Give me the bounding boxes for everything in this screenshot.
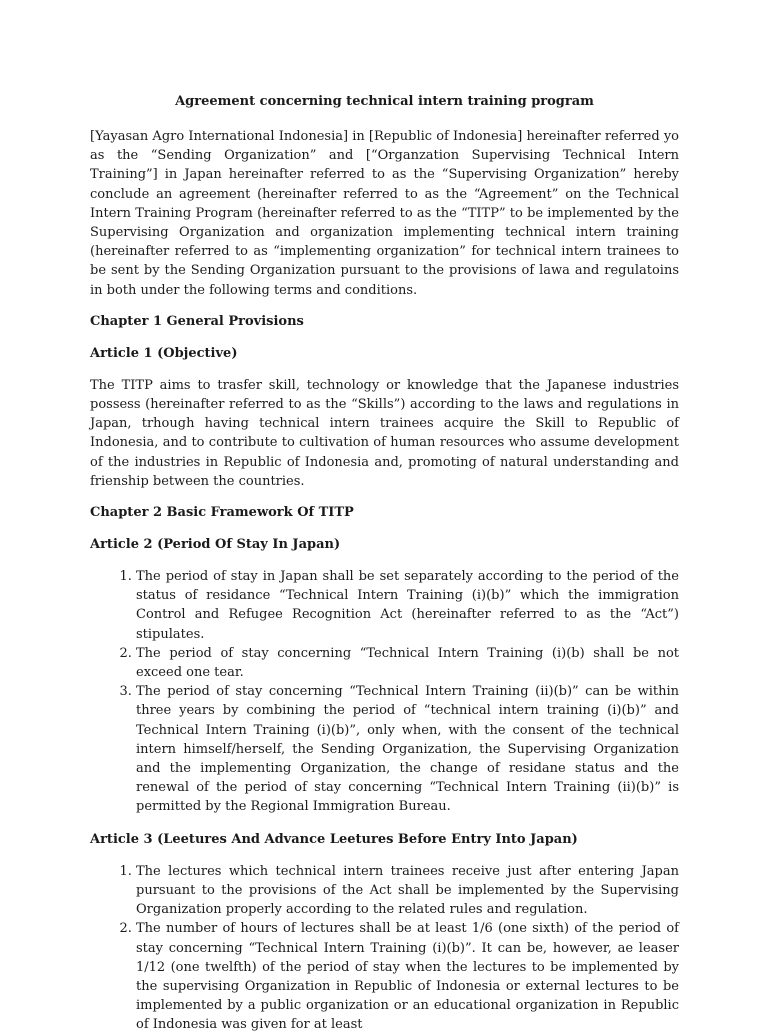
list-item: 3. The period of stay concerning “Technical Intern Training (ii)(b)” can be within three years by combining the period of “technical intern training (i)(b)” and Technical Intern Training (i)(b)”, only when, with the consent of the technical intern himself/herself, the Sending Organization, the Supervising Organization and the implementing Organization, the change of residane status and the renewal of the period of stay concerning “Technical Intern Training (ii)(b)” is permitted by the Regional Immigration Bureau. [136,682,679,816]
article-1-text: The TITP aims to trasfer skill, technology or knowledge that the Japanese industries possess (hereinafter referred to as the “Skills”) according to the laws and regulations in Japan, trhough having technical intern trainees acquire the Skill to Republic of Indonesia, and to contribute to cultivation of human resources who assume development of the industries in Republic of Indonesia and, promoting of natural understanding and frienship between the countries. [90,377,679,489]
article-3-list [90,862,679,1035]
article-2-heading: Article 2 (Period Of Stay In Japan) [90,537,341,553]
list-item: 2. The number of hours of lectures shall be at least 1/6 (one sixth) of the period of stay concerning “Technical Intern Training (i)(b)”. It can be, however, ae leaser 1/12 (one twelfth) of the period of stay when the lectures to be implemented by the supervising Organization in Republic of Indonesia or external lectures to be implemented by a public organization or an educational organization in Republic of Indonesia was given for at least [136,919,679,1034]
document-title: Agreement concerning technical intern training program [175,94,594,109]
intro-paragraph: [Yayasan Agro International Indonesia] in [Republic of Indonesia] hereinafter referred yo as the “Sending Organization” and [“Organzation Supervising Technical Intern Training”] in Japan hereinafter referred to as the “Supervising Organization” hereby conclude an agreement (hereinafter referred to as the “Agreement” on the Technical Intern Training Program (hereinafter referred to as the “TITP” to be implemented by the Supervising Organization and organization implementing technical intern training (hereinafter referred to as “implementing organization” for technical intern trainees to be sent by the Sending Organization pursuant to the provisions of lawa and regulatoins in both under the following terms and conditions. [90,129,679,298]
list-item: 1. The lectures which technical intern trainees receive just after entering Japan pursuant to the provisions of the Act shall be implemented by the Supervising Organization properly according to the related rules and regulation. [136,862,679,920]
article-1-heading: Article 1 (Objective) [90,345,238,361]
article-3-heading: Article 3 (Leetures And Advance Leetures Before Entry Into Japan) [90,831,578,847]
chapter-2-heading: Chapter 2 Basic Framework Of TITP [90,505,354,521]
list-item: 2. The period of stay concerning “Technical Intern Training (i)(b) shall be not exceed one tear. [136,644,679,682]
chapter-1-heading: Chapter 1 General Provisions [90,313,304,329]
article-2-list [90,567,679,817]
list-item: 1. The period of stay in Japan shall be set separately according to the period of the status of residance “Technical Intern Training (i)(b)” which the immigration Control and Refugee Recognition Act (hereinafter referred to as the “Act”) stipulates. [136,567,679,644]
